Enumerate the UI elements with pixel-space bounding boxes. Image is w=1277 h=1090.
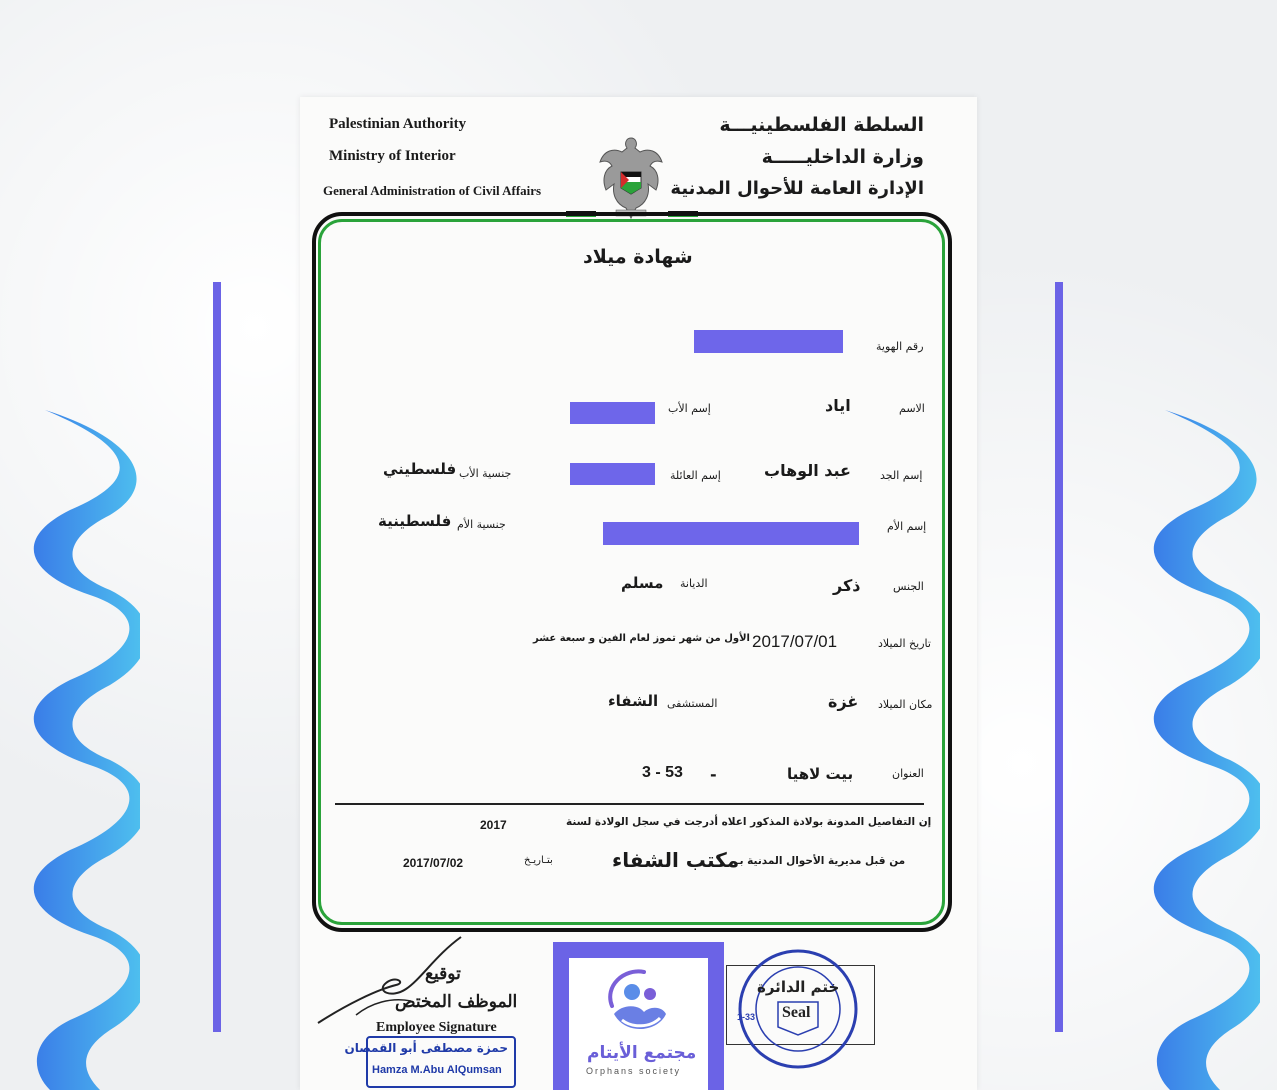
header-en-ministry: Ministry of Interior: [329, 148, 456, 164]
header-en-administration: General Administration of Civil Affairs: [323, 183, 542, 198]
employee-name-stamp: [344, 1036, 516, 1088]
grandfather-value: عبد الوهاب: [764, 461, 851, 480]
father-nationality-value: فلسطيني: [383, 460, 457, 478]
family-redaction: [570, 463, 655, 485]
father-nationality-label: جنسية الأب: [459, 467, 512, 480]
name-label: الاسم: [899, 402, 925, 415]
address-label: العنوان: [892, 767, 924, 780]
employee-signature-label-en: Employee Signature: [376, 1020, 497, 1035]
id-label: رقم الهوية: [876, 340, 924, 353]
religion-label: الديانة: [680, 577, 708, 590]
signature-label-ar: توقيع: [425, 964, 461, 984]
hospital-label: المستشفى: [667, 697, 718, 710]
pob-value: غزة: [828, 692, 859, 711]
mother-label: إسم الأم: [887, 520, 927, 533]
dob-words: الأول من شهر تموز لعام الفين و سبعة عشر: [533, 633, 750, 644]
header-ar-administration: الإدارة العامة للأحوال المدنية: [670, 178, 924, 199]
father-redaction: [570, 402, 655, 424]
register-statement: إن التفاصيل المدونة بولادة المذكور اعلاه أدرجت في سجل الولادة لسنة: [566, 816, 932, 828]
register-year: 2017: [480, 818, 507, 832]
mother-redaction: [603, 522, 859, 545]
date-label: بتـاريـخ: [524, 855, 553, 866]
employee-name-en: Hamza M.Abu AlQumsan: [372, 1064, 502, 1076]
address-dash: -: [710, 765, 717, 784]
grandfather-label: إسم الجد: [880, 469, 923, 482]
dob-value: 2017/07/01: [752, 632, 838, 651]
handwritten-signature: [316, 935, 466, 1025]
right-accent-bar: [1055, 282, 1063, 1032]
mother-nationality-value: فلسطينية: [378, 512, 452, 530]
palestinian-eagle-emblem: [596, 128, 666, 223]
id-redaction: [694, 330, 843, 353]
father-label: إسم الأب: [668, 402, 711, 415]
header-en-authority: Palestinian Authority: [329, 116, 467, 132]
certificate-title: شهادة ميلاد: [583, 246, 693, 268]
seal-number: 1-33: [737, 1012, 756, 1022]
seal-label-ar: ختم الدائرة: [757, 978, 840, 996]
logo-name-ar: مجتمع الأيتام: [587, 1043, 697, 1063]
address-number: 3 - 53: [642, 764, 683, 781]
left-wave-decoration: [30, 410, 140, 1090]
hospital-value: الشفاء: [608, 692, 659, 710]
gender-value: ذكر: [833, 576, 861, 595]
dob-label: تاريخ الميلاد: [878, 637, 931, 650]
header-ar-authority: السلطة الفلسطينيـــة: [719, 114, 924, 136]
name-value: اياد: [825, 396, 851, 415]
gender-label: الجنس: [893, 580, 924, 593]
religion-value: مسلم: [621, 574, 664, 592]
issue-date-value: 2017/07/02: [403, 856, 464, 870]
right-wave-decoration: [1150, 410, 1260, 1090]
left-accent-bar: [213, 282, 221, 1032]
header-ar-ministry: وزارة الداخليـــــة: [761, 146, 924, 168]
issuer-value: مكتب الشفاء: [612, 848, 740, 872]
employee-name-ar: حمزة مصطفى أبو القمصان: [344, 1041, 508, 1055]
orphans-society-logo-icon: [604, 966, 672, 1038]
employee-label-ar: الموظف المختص: [395, 992, 518, 1012]
pob-label: مكان الميلاد: [878, 698, 933, 711]
family-label: إسم العائلة: [670, 469, 721, 482]
address-value: بيت لاهيا: [787, 765, 854, 783]
logo-name-en: Orphans society: [586, 1066, 682, 1076]
seal-label-en: Seal: [782, 1004, 811, 1021]
issuer-statement: من قبل مديرية الأحوال المدنية بـ: [736, 855, 906, 867]
mother-nationality-label: جنسية الأم: [457, 518, 506, 531]
certificate-divider: [335, 803, 924, 805]
